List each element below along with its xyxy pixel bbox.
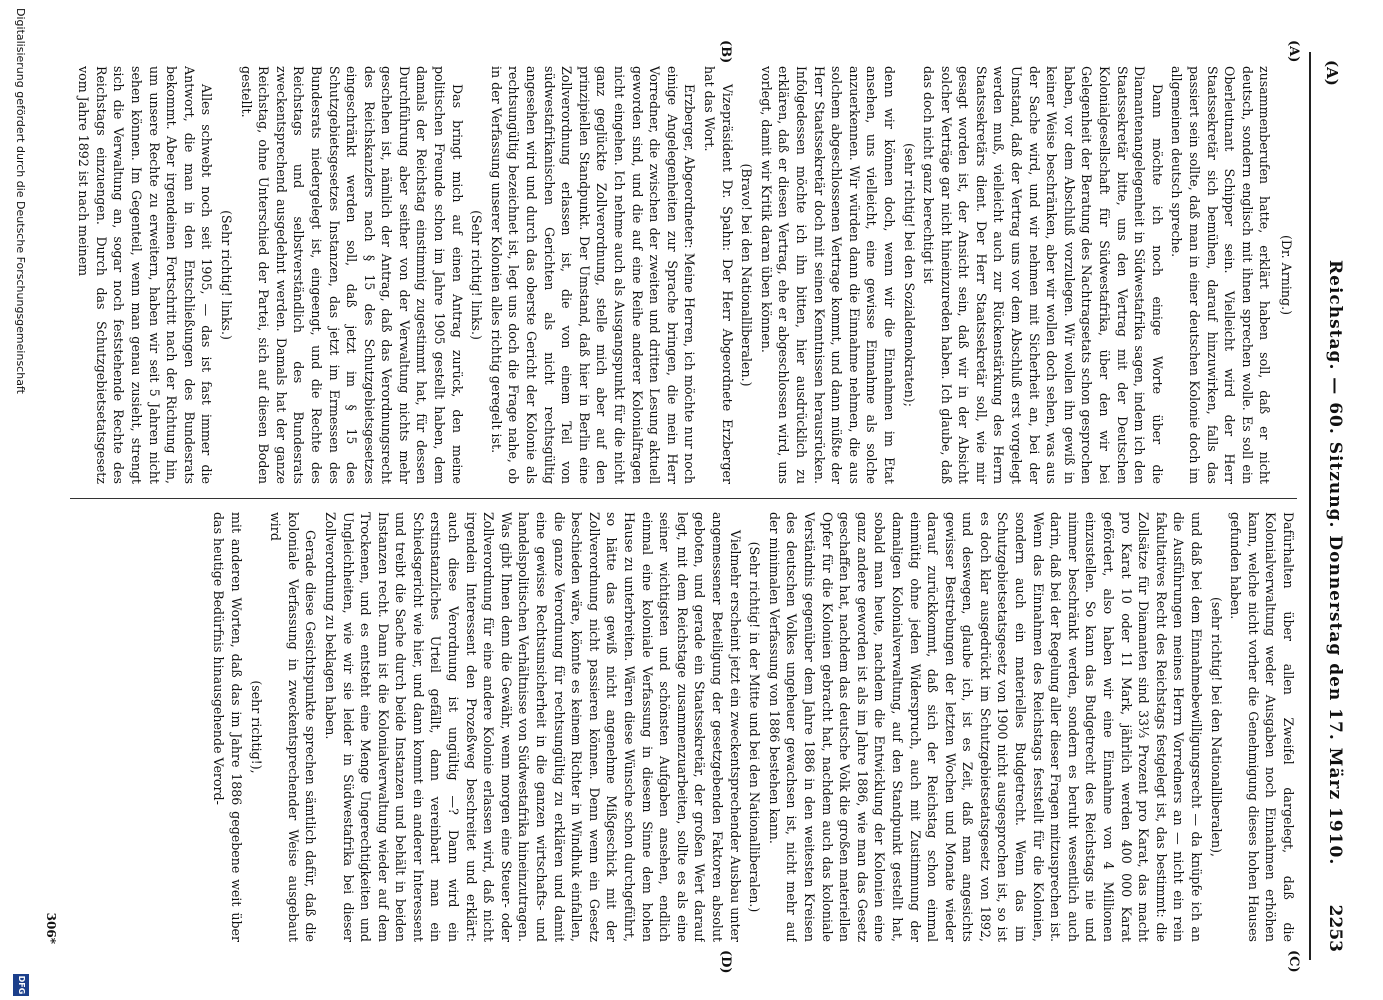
interjection: (sehr richtig! bei den Sozialdemokraten); (901, 143, 917, 407)
interjection: (sehr richtig! bei den Nationalliberalen), (1208, 596, 1224, 858)
speech-paragraph: Erzberger, Abgeordneter: Meine Herren, ich möchte nur noch einige Angelegenheiten zur Sprache bringen, die mein Herr Vorredner, die zwischen der zweiten und dritten Lesung aktuell geworden sind, und die auf eine Reihe anderer Kolonialfragen nicht eingehen. Ich nehme auch als Ausgangspunkt für die nicht ganz geglückte Zollverordnung, stelle mich aber auf den prinzipiellen Standpunkt. Der Umstand, daß hier in Berlin eine Zollverordnung erlassen ist, die von einem Teil von südwestafrikanischen Gerichten als nicht rechtsgültig angesehen wird und durch das oberste Gericht der Kolonie als rechtsungültig bezeichnet ist, legt uns doch die Frage nahe, ob in der Verfassung unserer Kolonien alles richtig geregelt ist. (488, 66, 698, 484)
dfg-logo: DFG (13, 974, 29, 996)
margin-marker-d: (D) (718, 950, 733, 974)
paragraph: mit anderen Worten, daß das im Jahre 1886 gegebene weit über das heutige Bedürfnis hinausgehende Verord- (211, 512, 244, 942)
paragraph: Dafürhalten über allen Zweifel dargelegt, daß die Kolonialverwaltung weder Ausgaben noch Einnahmen erhöhen kann, welche nicht vorher die Genehmigung dieses hohen Hauses gefunden haben. (1228, 512, 1296, 942)
interjection: (sehr richtig!), (248, 680, 264, 774)
margin-marker-c: (C) (1286, 950, 1301, 973)
left-column (70, 66, 1297, 484)
paragraph: und daß bei dem Einnahmebewilligungsrecht — da knüpfe ich an die Ausführungen meines Herrn Vorredners an — nicht ein rein fakultatives Recht des Reichstags festgelegt ist, das bestimmt: die Zollsätze für Diamanten sind 33⅓ Prozent pro Karat, das macht pro Karat 10 oder 11 Mark, jährlich werden 400 000 Karat gefördert, also haben wir eine Einnahme von 4 Millionen einzustellen. So kann das Budgetrecht des Reichstags nie und nimmer beschränkt werden, sondern es beruht wesentlich auch darin, daß bei der Regelung aller dieser Fragen mitzusprechen ist. Wenn das Einnahmen des Reichstags feststellt für die Kolonien, sondern auch ein materielles Budgetrecht. Wenn das im Schutzgebietsetatsgesetz von 1900 nicht ausgesprochen ist, so ist es doch klar ausgedrückt im Schutzgebietsetatsgesetz von 1892, und deswegen, glaube ich, ist es Zeit, daß man angesichts gewisser Bestrebungen der letzten Wochen und Monate wieder darauf zurückkommt, daß sich der Reichstag schon einmal einmütig ohne jeden Widerspruch, auch mit Zustimmung der damaligen Kolonialverwaltung, auf den Standpunkt gestellt hat, sobald man heute, nachdem die Entwicklung der Kolonien eine ganz andere geworden ist als im Jahre 1886, wie man das Gesetz geschaffen hat, nachdem das deutsche Volk die großen materiellen Opfer für die Kolonien gebracht hat, nachdem auch das koloniale Verständnis gegenüber dem Jahre 1886 in den weitesten Kreisen des deutschen Volkes ungeheuer gewachsen ist, nicht mehr auf der minimalen Verfassung von 1886 bestehen kann. (766, 512, 1205, 942)
column-divider (70, 498, 1297, 499)
speaker-tag: (Dr. Arning.) (1279, 235, 1294, 315)
margin-marker-a: (A) (1286, 40, 1301, 63)
paragraph: Vielmehr erscheint jetzt ein zweckentsprechender Ausbau unter angemessener Beteiligung der gesetzgebenden Faktoren absolut geboten, und gerade ein Staatssekretär, der großen Wert darauf legt, mit dem Reichstage zusammenzuarbeiten, sollte es als eine seiner wichtigsten und schönsten Aufgaben ansehen, endlich einmal eine koloniale Verfassung in diesem Sinne dem hohen Hause zu unterbreiten. Wären diese Wünsche schon durchgeführt, so hätte das gewiß nicht angenehme Mißgeschick mit der Zollverordnung nicht passieren können. Denn wenn ein Gesetz beschieden wäre, könnte es keinem Richter in Windhuk einfallen, die ganze Verordnung für rechtsungültig zu erklären und damit eine gewisse Rechtsunsicherheit in die ganzen wirtschafts- und handelspolitischen Verhältnisse von Südwestafrika hineinzutragen. Was gibt Ihnen denn die Gewähr, wenn morgen eine Steuer- oder Zollverordnung für eine andere Kolonie erlassen wird, daß nicht irgendein Interessent den Prozeßweg beschreitet und erklärt: auch diese Verordnung ist ungültig —? Dann wird ein erstinstanzliches Urteil gefällt, dann vereinbart man ein Schiedsgericht wie hier, und dann kommt ein anderer Interessent und treibt die Sache durch beide Instanzen und behält in beiden Instanzen recht. Dann ist die Kolonialverwaltung wieder auf dem Trockenen, und es entsteht eine Menge Ungerechtigkeiten und Ungleichheiten, wie wir sie leider in Südwestafrika bei dieser Zollverordnung zu beklagen haben. (322, 512, 743, 942)
page-number: 2253 (1325, 904, 1345, 952)
interjection: (Sehr richtig! links.) (218, 210, 234, 340)
header-left-marker: (A) (1323, 60, 1341, 86)
signature-mark: 306* (44, 912, 58, 944)
paragraph: Alles schwebt noch seit 1905, — das ist fast immer die Antwort, die man in den Entschließungen des Bundesrats bekommt. Aber irgendeinen Fortschritt nach der Richtung hin, um unsere Rechte zu erweitern, haben wir seit 5 Jahren nicht sehen können. Im Gegenteil, wenn man genau zusieht, strengt sich die Verwaltung an, sogar noch feststehende Rechte des Reichstags einzuengen. Durch das Schutzgebietsetatsgesetz vom Jahre 1892 ist nach meinem (76, 66, 215, 484)
paragraph: zusammenberufen hatte, erklärt haben soll, daß er nicht deutsch, sondern englisch mit ihnen sprechen wolle. Es soll ein Oberleutnant Schipper sein. Vielleicht wird der Herr Staatssekretär sich bemühen, darauf hinzuwirken, falls das passiert sein sollte, daß man in einer deutschen Kolonie doch im allgemeinen deutsch spreche. (1169, 66, 1273, 484)
page-title: Reichstag. — 60. Sitzung. Donnerstag den 17. März 1910. (1325, 260, 1345, 866)
paragraph: denn wir können doch, wenn wir die Einnahmen im Etat ansehen, uns vielleicht, eine gewisse Einnahme als solche anzuerkennen. Wir würden dann die Einnahme nehmen, die aus solchem abgeschlossenen Vertrage kommt, und dann müßte der Herr Staatssekretär doch mit seinen Kenntnissen herausrücken. Infolgedessen möchte ich ihn bitten, hier ausdrücklich zu erklären, daß er diesen Vertrag, ehe er abgeschlossen wird, uns vorlegt, damit wir Kritik daran üben können. (758, 66, 897, 484)
header-rule (1309, 52, 1311, 960)
margin-marker-b: (B) (718, 40, 733, 64)
interjection: (Bravo! bei den Nationalliberalen.) (739, 163, 755, 387)
right-column (70, 512, 1297, 942)
interjection: (Sehr richtig! links.) (469, 210, 485, 340)
paragraph: Das bringt mich auf einen Antrag zurück, den meine politischen Freunde schon im Jahre 1905 gestellt haben, dem damals der Reichstag einstimmig zugestimmt hat, für dessen Durchführung aber seither von der Verwaltung nichts mehr geschehen ist, nämlich der Antrag, daß das Verordnungsrecht des Reichskanzlers nach § 15 des Schutzgebietsgesetzes eingeschränkt werden soll, daß jetzt im § 15 des Schutzgebietsgesetzes Instanzen, das jetzt im Ermessen des Bundesrats niedergelegt ist, eingeengt, und die Rechte des Reichstags und selbstverständlich des Bundesrats zweckentsprechend ausgedehnt werden. Damals hat der ganze Reichstag, ohne Unterschied der Partei, sich auf diesen Boden gestellt. (238, 66, 465, 484)
digitizer-credit (8, 0, 30, 1000)
paragraph: Gerade diese Gesichtspunkte sprechen sämtlich dafür, daß die koloniale Verfassung in zweckentsprechender Weise ausgebaut wird (268, 512, 319, 942)
interjection: (Sehr richtig! in der Mitte und bei den Nationalliberalen.) (747, 541, 763, 913)
digitizer-text: Digitalisierung gefördert durch die Deutsche Forschungsgemeinschaft (14, 8, 27, 394)
page-header (1311, 60, 1345, 952)
presidium-statement: Vizepräsident Dr. Spahn: Der Herr Abgeordnete Erzberger hat das Wort. (702, 66, 735, 484)
paragraph: Dann möchte ich noch einige Worte über die Diamantenangelegenheit in Südwestafrika sagen, indem ich den Staatssekretär bitte, uns den Vertrag mit der Deutschen Kolonialgesellschaft für Südwestafrika, über den wir bei Gelegenheit der Beratung des Nachtragsetats schon gesprochen haben, vor dem Abschluß vorzulegen. Wir wollen ihn gewiß in keiner Weise beschränken, aber wir wollen doch sehen, was aus der Sache wird, und wir nehmen mit Sicherheit an, bei der Umstand, daß der Vertrag uns vor dem Abschluß erst vorgelegt werden muß, vielleicht auch zur Rückenstärkung des Herrn Staatssekretärs dient. Der Herr Staatssekretär soll, wie mir gesagt worden ist, der Ansicht sein, daß wir in der Absicht solcher Verträge gar nicht hineinzureden haben. Ich glaube, daß das doch nicht ganz berechtigt ist (921, 66, 1165, 484)
